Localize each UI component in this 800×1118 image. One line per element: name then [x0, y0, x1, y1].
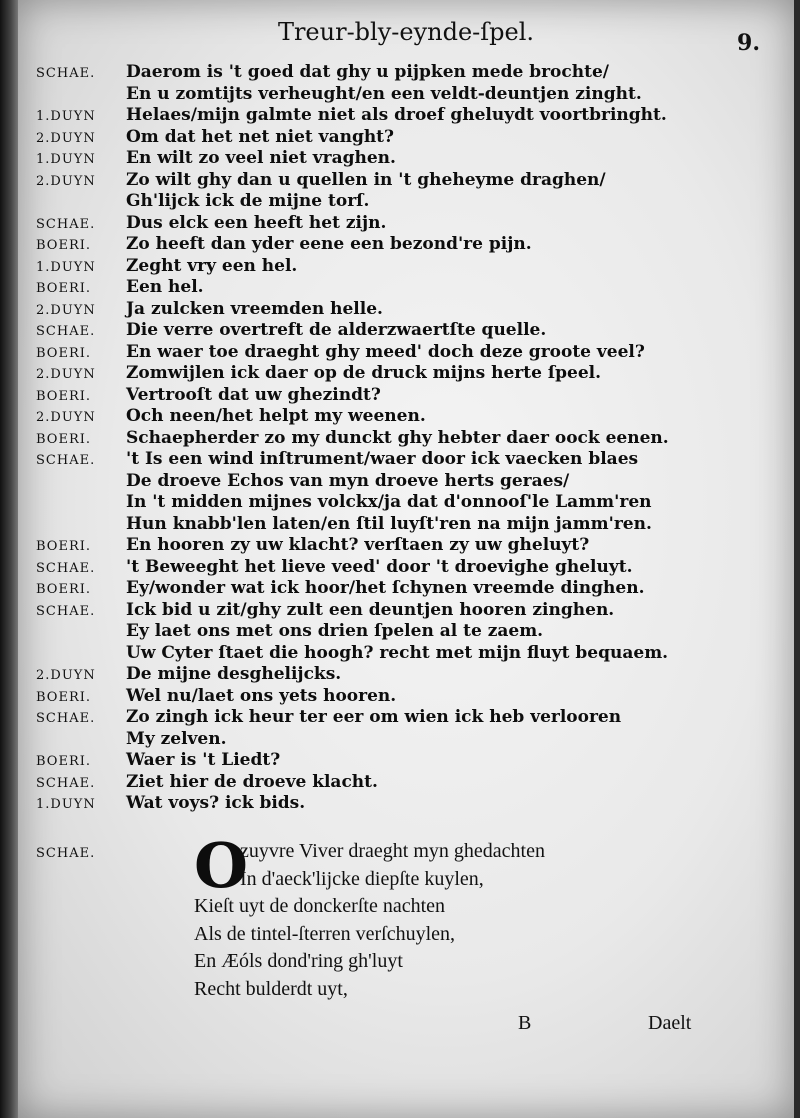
speaker-label: SCHAE. — [36, 560, 96, 576]
verse-line: En hooren zy uw klacht? verſtaen zy uw gheluyt? — [126, 535, 590, 555]
verse-line: Om dat het net niet vanght? — [126, 126, 394, 147]
verse-line: Gh'lijck ick de mijne torſ. — [126, 191, 370, 211]
verse-line: Vertrooſt dat uw ghezindt? — [126, 384, 381, 405]
verse-line: Zo wilt ghy dan u quellen in 't gheheyme draghen/ — [126, 169, 606, 190]
verse-line: Die verre overtreft de alderzwaertſte quelle. — [126, 320, 547, 340]
speech-lines — [126, 148, 776, 170]
signature-mark: B — [518, 1012, 532, 1034]
speech-lines — [126, 320, 776, 342]
verse-line: My zelven. — [126, 728, 227, 749]
speaker-label: BOERI. — [36, 539, 91, 554]
verse-line: Uw Cyter ſtaet die hoogh? recht met mijn fluyt bequaem. — [126, 642, 669, 663]
speech-lines — [126, 600, 776, 665]
speaker-label: 1.DUYN — [36, 109, 96, 124]
speech-entry — [36, 256, 776, 278]
speech-lines — [126, 750, 776, 772]
verse-line: 't Beweeght het lieve veed' door 't droevighe gheluyt. — [126, 556, 633, 577]
speech-lines — [126, 406, 776, 428]
speech-entry — [36, 535, 776, 557]
speaker-label: 2.DUYN — [36, 367, 96, 382]
verse-line: Ey/wonder wat ick hoor/het ſchynen vreemde dinghen. — [126, 578, 645, 598]
speech-entry — [36, 277, 776, 299]
speech-lines — [126, 363, 776, 385]
speech-lines — [126, 793, 776, 815]
speech-entry — [36, 557, 776, 579]
speech-entry — [36, 320, 776, 342]
song-line: Als de tintel-ſterren verſchuylen, — [194, 922, 456, 945]
speech-entry — [36, 664, 776, 686]
verse-line: De droeve Echos van myn droeve herts geraes/ — [126, 470, 570, 491]
speaker-label: 2.DUYN — [36, 173, 96, 189]
speech-lines — [126, 277, 776, 299]
speech-lines — [126, 686, 776, 708]
speech-entry — [36, 772, 776, 794]
speech-lines — [126, 127, 776, 149]
speech-lines — [126, 299, 776, 321]
book-page — [18, 0, 794, 1118]
speech-entry — [36, 385, 776, 407]
speech-lines — [126, 385, 776, 407]
speech-lines — [126, 557, 776, 579]
speaker-label: SCHAE. — [36, 603, 96, 619]
speaker-label: 2.DUYN — [36, 302, 96, 318]
speech-lines — [126, 342, 776, 364]
verse-line: En u zomtijts verheught/en een veldt-deuntjen zinght. — [126, 83, 642, 104]
speaker-label: SCHAE. — [36, 324, 96, 339]
verse-line: Wat voys? ick bids. — [126, 793, 306, 813]
song-line: In d'aeck'lijcke diepſte kuylen, — [240, 867, 484, 890]
speech-entry — [36, 170, 776, 213]
book-spine-shadow — [0, 0, 18, 1118]
speech-entry — [36, 686, 776, 708]
verse-line: Wel nu/laet ons yets hooren. — [126, 685, 397, 706]
song-block — [36, 829, 776, 1003]
speech-lines — [126, 62, 776, 105]
speech-entry — [36, 342, 776, 364]
verse-line: 't Is een wind inſtrument/waer door ick vaecken blaes — [126, 449, 639, 469]
verse-line: Hun knabb'len laten/en ſtil luyſt'ren na mijn jamm'ren. — [126, 513, 652, 534]
speaker-label: SCHAE. — [36, 775, 96, 791]
speaker-label: BOERI. — [36, 582, 91, 597]
speaker-label: BOERI. — [36, 388, 91, 404]
verse-line: In 't midden mijnes volckx/ja dat d'onnooſ'le Lamm'ren — [126, 492, 652, 512]
speech-entry — [36, 578, 776, 600]
verse-line: En wilt zo veel niet vraghen. — [126, 148, 396, 168]
song-line: zuyvre Viver draeght myn ghedachten — [240, 840, 545, 862]
verse-line: Ick bid u zit/ghy zult een deuntjen hooren zinghen. — [126, 599, 615, 620]
speech-lines — [126, 256, 776, 278]
speaker-label: BOERI. — [36, 689, 91, 705]
speech-entry — [36, 213, 776, 235]
speech-lines — [126, 664, 776, 686]
song-line: Recht bulderdt uyt, — [194, 977, 348, 1000]
verse-line: En waer toe draeght ghy meed' doch deze groote veel? — [126, 341, 645, 362]
verse-line: Och neen/het helpt my weenen. — [126, 406, 426, 426]
speech-lines — [126, 707, 776, 750]
verse-line: Zo zingh ick heur ter eer om wien ick heb verlooren — [126, 707, 622, 727]
speech-entry — [36, 127, 776, 149]
speaker-label: 2.DUYN — [36, 668, 96, 683]
verse-line: Helaes/mijn galmte niet als droef gheluydt voortbringht. — [126, 105, 667, 125]
verse-line: Ey laet ons met ons drien ſpelen al te zaem. — [126, 621, 544, 641]
speaker-label: BOERI. — [36, 238, 91, 253]
verse-line: Ja zulcken vreemden helle. — [126, 298, 383, 319]
verse-line: Waer is 't Liedt? — [126, 750, 281, 770]
speaker-label: 2.DUYN — [36, 130, 96, 146]
speech-entry — [36, 600, 776, 665]
verse-line: Zeght vry een hel. — [126, 255, 298, 276]
speech-entry — [36, 449, 776, 535]
speech-entry — [36, 105, 776, 127]
verse-line: Zomwijlen ick daer op de druck mijns herte ſpeel. — [126, 363, 602, 383]
verse-line: Dus elck een heeft het zijn. — [126, 212, 387, 233]
speaker-label: 1.DUYN — [36, 152, 96, 167]
speech-entry — [36, 148, 776, 170]
speech-entry — [36, 363, 776, 385]
speech-entry — [36, 406, 776, 428]
verse-line: Schaepherder zo my dunckt ghy hebter daer oock eenen. — [126, 427, 669, 448]
speaker-label: SCHAE. — [36, 66, 96, 81]
running-title: Treur-bly-eynde-ſpel. — [277, 18, 535, 46]
verse-line: Ziet hier de droeve klacht. — [126, 771, 378, 792]
page-number: 9. — [737, 30, 760, 56]
dialogue-block — [36, 62, 776, 815]
speaker-label: 1.DUYN — [36, 797, 96, 812]
speech-entry — [36, 62, 776, 105]
speaker-label: BOERI. — [36, 754, 91, 769]
speech-lines — [126, 234, 776, 256]
speaker-label: SCHAE. — [36, 453, 96, 468]
speech-entry — [36, 428, 776, 450]
speech-lines — [126, 772, 776, 794]
song-line: Kieſt uyt de donckerſte nachten — [194, 895, 446, 917]
speech-entry — [36, 793, 776, 815]
speech-entry — [36, 707, 776, 750]
speech-lines — [126, 105, 776, 127]
speech-lines — [126, 578, 776, 600]
speech-lines — [126, 213, 776, 235]
catchword: Daelt — [648, 1012, 692, 1034]
song-line: En Æóls dond'ring gh'luyt — [194, 950, 403, 972]
speech-lines — [126, 428, 776, 450]
song-speaker: SCHAE. — [36, 846, 96, 861]
verse-line: Zo heeft dan yder eene een bezond're pijn. — [126, 234, 532, 254]
verse-line: De mijne desghelijcks. — [126, 664, 342, 684]
speech-entry — [36, 234, 776, 256]
drop-cap: O — [194, 829, 249, 902]
speaker-label: 1.DUYN — [36, 259, 96, 275]
speaker-label: 2.DUYN — [36, 410, 96, 425]
verse-line: Daerom is 't goed dat ghy u pijpken mede brochte/ — [126, 62, 609, 82]
speaker-label: BOERI. — [36, 431, 91, 447]
song-lines — [126, 829, 776, 1003]
speaker-label: SCHAE. — [36, 711, 96, 726]
speaker-label: SCHAE. — [36, 216, 96, 232]
speech-lines — [126, 535, 776, 557]
speaker-label: BOERI. — [36, 345, 91, 361]
speech-entry — [36, 750, 776, 772]
speaker-label: BOERI. — [36, 281, 91, 296]
speech-lines — [126, 449, 776, 535]
speech-entry — [36, 299, 776, 321]
speech-lines — [126, 170, 776, 213]
verse-line: Een hel. — [126, 277, 204, 297]
